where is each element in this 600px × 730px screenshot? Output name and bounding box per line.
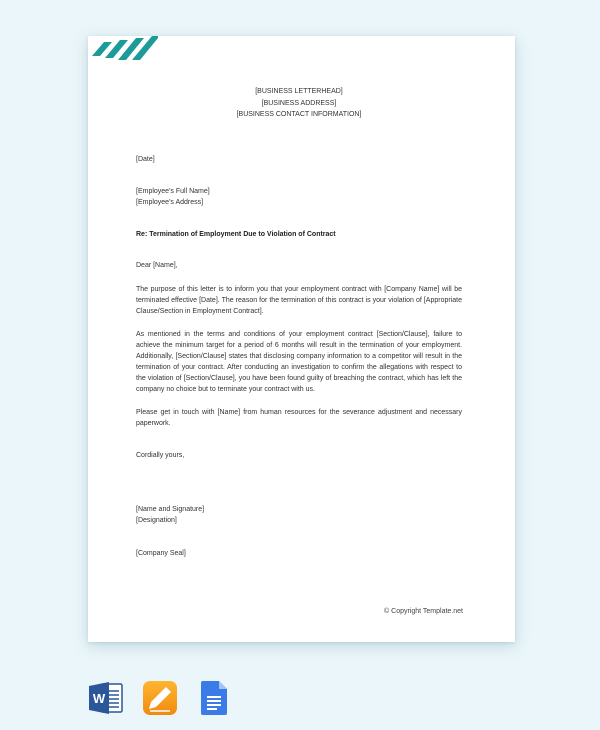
letter-document	[88, 36, 515, 642]
word-icon[interactable]	[88, 680, 124, 716]
paragraph-contact: Please get in touch with [Name] from human resources for the severance adjustment and necessary paperwork.	[136, 408, 462, 427]
greeting: Dear [Name],	[136, 261, 178, 269]
pages-icon[interactable]	[142, 680, 178, 716]
paragraph-purpose: The purpose of this letter is to inform you that your employment contract with [Company Name] will be terminated effective [Date]. The reason for the termination of this contract is your violation of [Appropriate Clause/Section in Employment Contract].	[136, 285, 462, 315]
letter-date: [Date]	[136, 155, 155, 163]
designation: [Designation]	[136, 516, 177, 524]
business-letterhead: [BUSINESS LETTERHEAD]	[255, 88, 343, 95]
paragraph-details: As mentioned in the terms and conditions of your employment contract [Section/Clause], failure to achieve the minimum target for a period of 6 months will result in the termination of your employment. Additionally, [Section/Clause] states that disclosing company information to a competitor will result in the termination of your contract. After conducting an investigation to confirm the allegations with respect to the violation of [Section/Clause], you have been found guilty of breaching the contract, which has left the company no choice but to terminate your contract with us.	[136, 330, 462, 393]
business-contact: [BUSINESS CONTACT INFORMATION]	[236, 111, 362, 118]
signature-block	[136, 504, 462, 526]
employee-block	[136, 186, 462, 208]
closing: Cordially yours,	[136, 451, 185, 459]
letter-subject: Re: Termination of Employment Due to Violation of Contract	[136, 230, 336, 238]
business-address: [BUSINESS ADDRESS]	[261, 99, 337, 107]
employee-address: [Employee's Address]	[136, 198, 204, 206]
employee-name: [Employee's Full Name]	[136, 187, 210, 195]
app-icons	[88, 680, 232, 716]
decorative-stripes	[88, 36, 158, 60]
company-seal: [Company Seal]	[136, 549, 186, 557]
signature: [Name and Signature]	[136, 505, 205, 513]
letterhead	[136, 86, 462, 121]
svg-text:W: W	[92, 691, 106, 706]
copyright-notice: © Copyright Template.net	[384, 608, 463, 615]
letter-body	[136, 86, 462, 559]
google-docs-icon[interactable]	[196, 680, 232, 716]
